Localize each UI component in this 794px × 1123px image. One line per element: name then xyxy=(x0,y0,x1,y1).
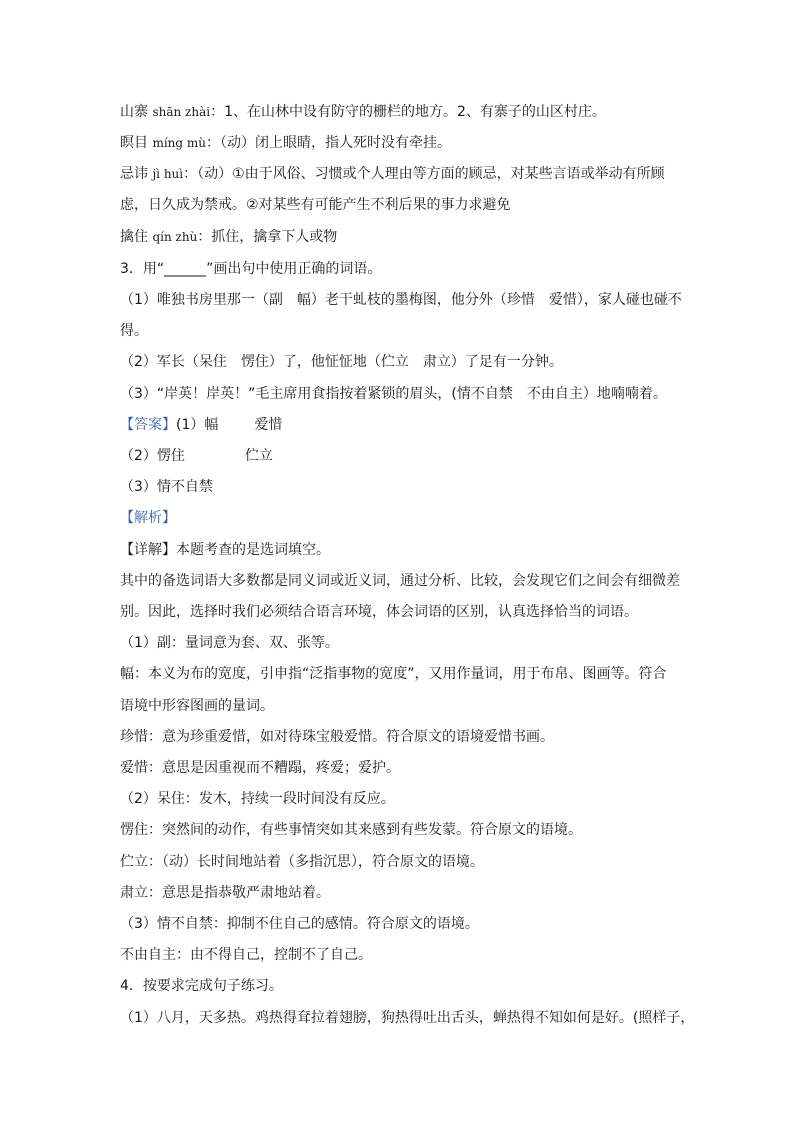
detail-text: 本题考查的是选词填空。 xyxy=(176,542,330,558)
answer-line-3: （3）情不自禁 xyxy=(120,479,213,495)
vocab-definition: ：抓住，擒拿下人或物 xyxy=(197,229,338,245)
answer-line-2 xyxy=(120,446,680,466)
analysis-detail xyxy=(120,540,680,560)
vocab-entry xyxy=(120,102,680,122)
question-4-item-1: （1）八月，天多热。鸡热得耷拉着翅膀，狗热得吐出舌头，蝉热得不知如何是好。(照样子， xyxy=(120,1010,695,1026)
analysis-line: 肃立：意思是指恭敬严肃地站着。 xyxy=(120,885,330,901)
question-3-item-1-cont: 得。 xyxy=(120,323,148,339)
vocab-pinyin: míng mù xyxy=(152,136,207,150)
analysis-intro-1: 其中的备选词语大多数都是同义词或近义词，通过分析、比较，会发现它们之间会有细微差 xyxy=(120,573,680,589)
question-3-stem: 3．用“______”画出句中使用正确的词语。 xyxy=(120,261,382,277)
question-3-item-1: （1）唯独书房里那一（副 幅）老干虬枝的墨梅图，他分外（珍惜 爱惜），家人碰也碰不 xyxy=(120,292,682,308)
vocab-word: 瞑目 xyxy=(120,135,148,151)
answer-1-word-b: 爱惜 xyxy=(254,417,283,433)
analysis-line: 伫立：（动）长时间地站着（多指沉思），符合原文的语境。 xyxy=(120,854,484,870)
analysis-line: （1）副：量词意为套、双、张等。 xyxy=(120,635,339,651)
vocab-pinyin: jì huì xyxy=(152,167,184,181)
answer-label: 【答案】 xyxy=(120,417,176,433)
analysis-line: 珍惜：意为珍重爱惜，如对待珠宝般爱惜。符合原文的语境爱惜书画。 xyxy=(120,729,554,745)
question-4-stem: 4．按要求完成句子练习。 xyxy=(120,978,283,994)
vocab-word: 忌讳 xyxy=(120,166,148,182)
analysis-line: 不由自主：由不得自己，控制不了自己。 xyxy=(120,947,372,963)
answer-line-1 xyxy=(120,415,680,435)
vocab-entry xyxy=(120,133,680,153)
vocab-definition: ：1、在山林中设有防守的栅栏的地方。2、有寨子的山区村庄。 xyxy=(210,104,606,120)
vocab-definition: ：（动）①由于风俗、习惯或个人理由等方面的顾忌，对某些言语或举动有所顾 xyxy=(183,166,665,182)
analysis-line: （2）呆住：发木，持续一段时间没有反应。 xyxy=(120,791,395,807)
analysis-line: 幅：本义为布的宽度，引申指“泛指事物的宽度”，又用作量词，用于布帛、图画等。符合 xyxy=(120,666,667,682)
question-3-item-3: （3）“岸英！岸英！”毛主席用食指按着紧锁的眉头，(情不自禁 不由自主）地喃喃着。 xyxy=(120,386,667,402)
vocab-entry xyxy=(120,164,680,184)
analysis-line: 语境中形容图画的量词。 xyxy=(120,698,274,714)
analysis-label xyxy=(120,508,680,528)
question-3-item-2: （2）军长（呆住 愣住）了，他怔怔地（伫立 肃立）了足有一分钟。 xyxy=(120,354,563,370)
detail-label: 【详解】 xyxy=(120,542,176,558)
answer-1-word-a: (1）幅 xyxy=(176,417,219,433)
vocab-pinyin: shān zhài xyxy=(152,105,211,119)
analysis-line: 爱惜：意思是因重视而不糟蹋，疼爱；爱护。 xyxy=(120,760,400,776)
analysis-line: 愣住：突然间的动作，有些事情突如其来感到有些发蒙。符合原文的语境。 xyxy=(120,822,582,838)
vocab-word: 山寨 xyxy=(120,104,148,120)
answer-2-word-b: 伫立 xyxy=(244,448,273,464)
vocab-word: 擒住 xyxy=(120,229,148,245)
vocab-definition: ：（动）闭上眼睛，指人死时没有牵挂。 xyxy=(206,135,452,151)
vocab-continuation: 虑，日久成为禁戒。②对某些有可能产生不利后果的事力求避免 xyxy=(120,197,511,213)
analysis-line: （3）情不自禁：抑制不住自己的感情。符合原文的语境。 xyxy=(120,916,479,932)
analysis-intro-2: 别。因此，选择时我们必须结合语言环境，体会词语的区别，认真选择恰当的词语。 xyxy=(120,604,638,620)
analysis-tag: 【解析】 xyxy=(120,510,176,526)
answer-2-word-a: （2）愣住 xyxy=(120,448,185,464)
vocab-entry xyxy=(120,227,680,247)
vocab-pinyin: qín zhù xyxy=(152,230,198,244)
